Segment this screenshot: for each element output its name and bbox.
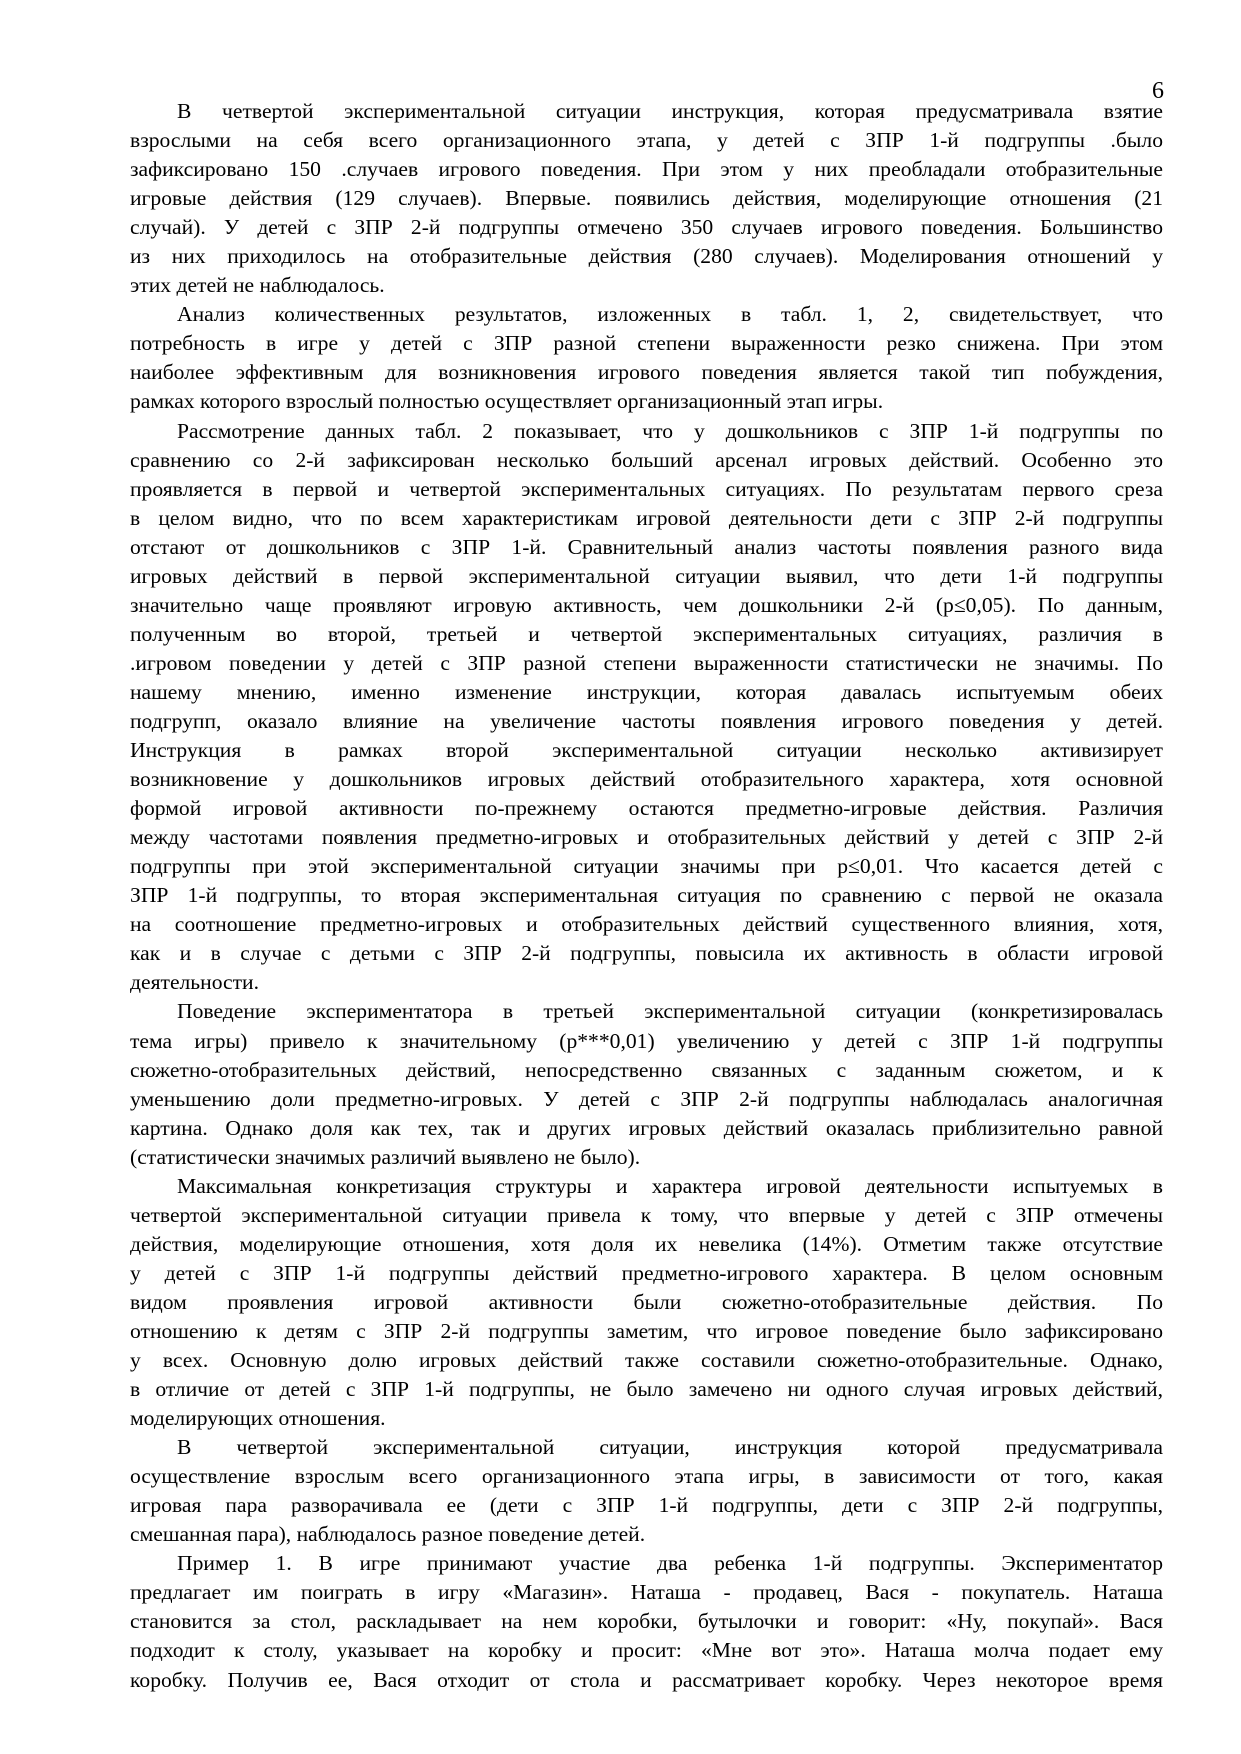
text-line: тема игры) привело к значительному (p***0,01) увеличению у детей с ЗПР 1-й подгруппы: [130, 1028, 1163, 1053]
text-line: у всех. Основную долю игровых действий также составили сюжетно-отобразительные. Однако,: [130, 1348, 1163, 1373]
text-line: отношению к детям с ЗПР 2-й подгруппы заметим, что игровое поведение было зафиксировано: [130, 1318, 1163, 1343]
text-line: потребность в игре у детей с ЗПР разной степени выраженности резко снижена. При этом: [130, 331, 1163, 356]
text-line: осуществление взрослым всего организационного этапа игры, в зависимости от того, какая: [130, 1464, 1163, 1489]
text-line: в отличие от детей с ЗПР 1-й подгруппы, не было замечено ни одного случая игровых действий,: [130, 1377, 1163, 1402]
text-line: Поведение экспериментатора в третьей экспериментальной ситуации (конкретизировалась: [177, 999, 1163, 1024]
text-line: из них приходилось на отобразительные действия (280 случаев). Моделирования отношений у: [130, 244, 1163, 269]
text-line: на соотношение предметно-игровых и отобразительных действий существенного влияния, хотя,: [130, 912, 1163, 937]
paragraph: [130, 97, 1163, 300]
text-line: рамках которого взрослый полностью осуществляет организационный этап игры.: [130, 389, 884, 414]
text-line: отстают от дошкольников с ЗПР 1-й. Сравнительный анализ частоты появления разного вида: [130, 534, 1163, 559]
text-line: игровые действия (129 случаев). Впервые. появились действия, моделирующие отношения (21: [130, 186, 1163, 211]
text-line: Максимальная конкретизация структуры и характера игровой деятельности испытуемых в: [177, 1173, 1163, 1198]
text-line: Рассмотрение данных табл. 2 показывает, что у дошкольников с ЗПР 1-й подгруппы по: [177, 418, 1163, 443]
text-line: формой игровой активности по-прежнему остаются предметно-игровые действия. Различия: [130, 796, 1163, 821]
text-line: как и в случае с детьми с ЗПР 2-й подгруппы, повысила их активность в области игровой: [130, 941, 1163, 966]
paragraph: [130, 1172, 1163, 1433]
text-line: у детей с ЗПР 1-й подгруппы действий предметно-игрового характера. В целом основным: [130, 1260, 1163, 1285]
page-number: 6: [1152, 78, 1164, 104]
text-line: действия, моделирующие отношения, хотя доля их невелика (14%). Отметим также отсутствие: [130, 1231, 1163, 1256]
paragraph: [130, 1549, 1163, 1694]
text-line: наиболее эффективным для возникновения игрового поведения является такой тип побуждения,: [130, 360, 1163, 385]
paragraph: [130, 417, 1163, 998]
text-line: между частотами появления предметно-игровых и отобразительных действий у детей с ЗПР 2-й: [130, 825, 1163, 850]
text-line: зафиксировано 150 .случаев игрового поведения. При этом у них преобладали отобразительные: [130, 157, 1163, 182]
paragraph: [130, 1433, 1163, 1549]
text-line: случай). У детей с ЗПР 2-й подгруппы отмечено 350 случаев игрового поведения. Большинство: [130, 215, 1163, 240]
text-line: Анализ количественных результатов, изложенных в табл. 1, 2, свидетельствует, что: [177, 302, 1163, 327]
text-line: этих детей не наблюдалось.: [130, 273, 385, 298]
text-line: игровых действий в первой экспериментальной ситуации выявил, что дети 1-й подгруппы: [130, 563, 1163, 588]
text-line: Пример 1. В игре принимают участие два ребенка 1-й подгруппы. Экспериментатор: [177, 1551, 1163, 1576]
text-line: значительно чаще проявляют игровую активность, чем дошкольники 2-й (p≤0,05). По данным,: [130, 592, 1163, 617]
text-line: сравнению со 2-й зафиксирован несколько больший арсенал игровых действий. Особенно это: [130, 447, 1163, 472]
text-line: моделирующих отношения.: [130, 1406, 386, 1431]
text-line: подходит к столу, указывает на коробку и просит: «Мне вот это». Наташа молча подает ему: [130, 1638, 1163, 1663]
text-line: взрослыми на себя всего организационного этапа, у детей с ЗПР 1-й подгруппы .было: [130, 128, 1163, 153]
text-line: сюжетно-отобразительных действий, непосредственно связанных с заданным сюжетом, и к: [130, 1057, 1163, 1082]
body-text: [130, 97, 1163, 1695]
text-line: становится за стол, раскладывает на нем коробки, бутылочки и говорит: «Ну, покупай». Вася: [130, 1609, 1163, 1634]
text-line: Инструкция в рамках второй экспериментальной ситуации несколько активизирует: [130, 738, 1163, 763]
text-line: подгруппы при этой экспериментальной ситуации значимы при p≤0,01. Что касается детей с: [130, 854, 1163, 879]
paragraph: [130, 300, 1163, 416]
text-line: деятельности.: [130, 970, 260, 995]
text-line: видом проявления игровой активности были сюжетно-отобразительные действия. По: [130, 1289, 1163, 1314]
text-line: подгрупп, оказало влияние на увеличение частоты появления игрового поведения у детей.: [130, 708, 1163, 733]
text-line: проявляется в первой и четвертой экспериментальных ситуациях. По результатам первого среза: [130, 476, 1163, 501]
text-line: картина. Однако доля как тех, так и других игровых действий оказалась приблизительно равной: [130, 1115, 1163, 1140]
text-line: В четвертой экспериментальной ситуации, инструкция которой предусматривала: [177, 1435, 1163, 1460]
text-line: В четвертой экспериментальной ситуации инструкция, которая предусматривала взятие: [177, 99, 1163, 123]
text-line: возникновение у дошкольников игровых действий отобразительного характера, хотя основной: [130, 767, 1163, 792]
text-line: в целом видно, что по всем характеристикам игровой деятельности дети с ЗПР 2-й подгруппы: [130, 505, 1163, 530]
text-line: (статистически значимых различий выявлено не было).: [130, 1144, 641, 1169]
text-line: коробку. Получив ее, Вася отходит от стола и рассматривает коробку. Через некоторое время: [130, 1667, 1163, 1692]
text-line: четвертой экспериментальной ситуации привела к тому, что впервые у детей с ЗПР отмечены: [130, 1202, 1163, 1227]
text-line: нашему мнению, именно изменение инструкции, которая давалась испытуемым обеих: [130, 679, 1163, 704]
text-line: смешанная пара), наблюдалось разное поведение детей.: [130, 1522, 646, 1547]
text-line: предлагает им поиграть в игру «Магазин». Наташа - продавец, Вася - покупатель. Наташа: [130, 1580, 1163, 1605]
text-line: уменьшению доли предметно-игровых. У детей с ЗПР 2-й подгруппы наблюдалась аналогичная: [130, 1086, 1163, 1111]
text-line: .игровом поведении у детей с ЗПР разной степени выраженности статистически не значимы. По: [130, 650, 1163, 675]
text-line: ЗПР 1-й подгруппы, то вторая экспериментальная ситуация по сравнению с первой не оказала: [130, 883, 1163, 908]
text-line: игровая пара разворачивала ее (дети с ЗПР 1-й подгруппы, дети с ЗПР 2-й подгруппы,: [130, 1493, 1163, 1518]
paragraph: [130, 997, 1163, 1171]
text-line: полученным во второй, третьей и четвертой экспериментальных ситуациях, различия в: [130, 621, 1163, 646]
